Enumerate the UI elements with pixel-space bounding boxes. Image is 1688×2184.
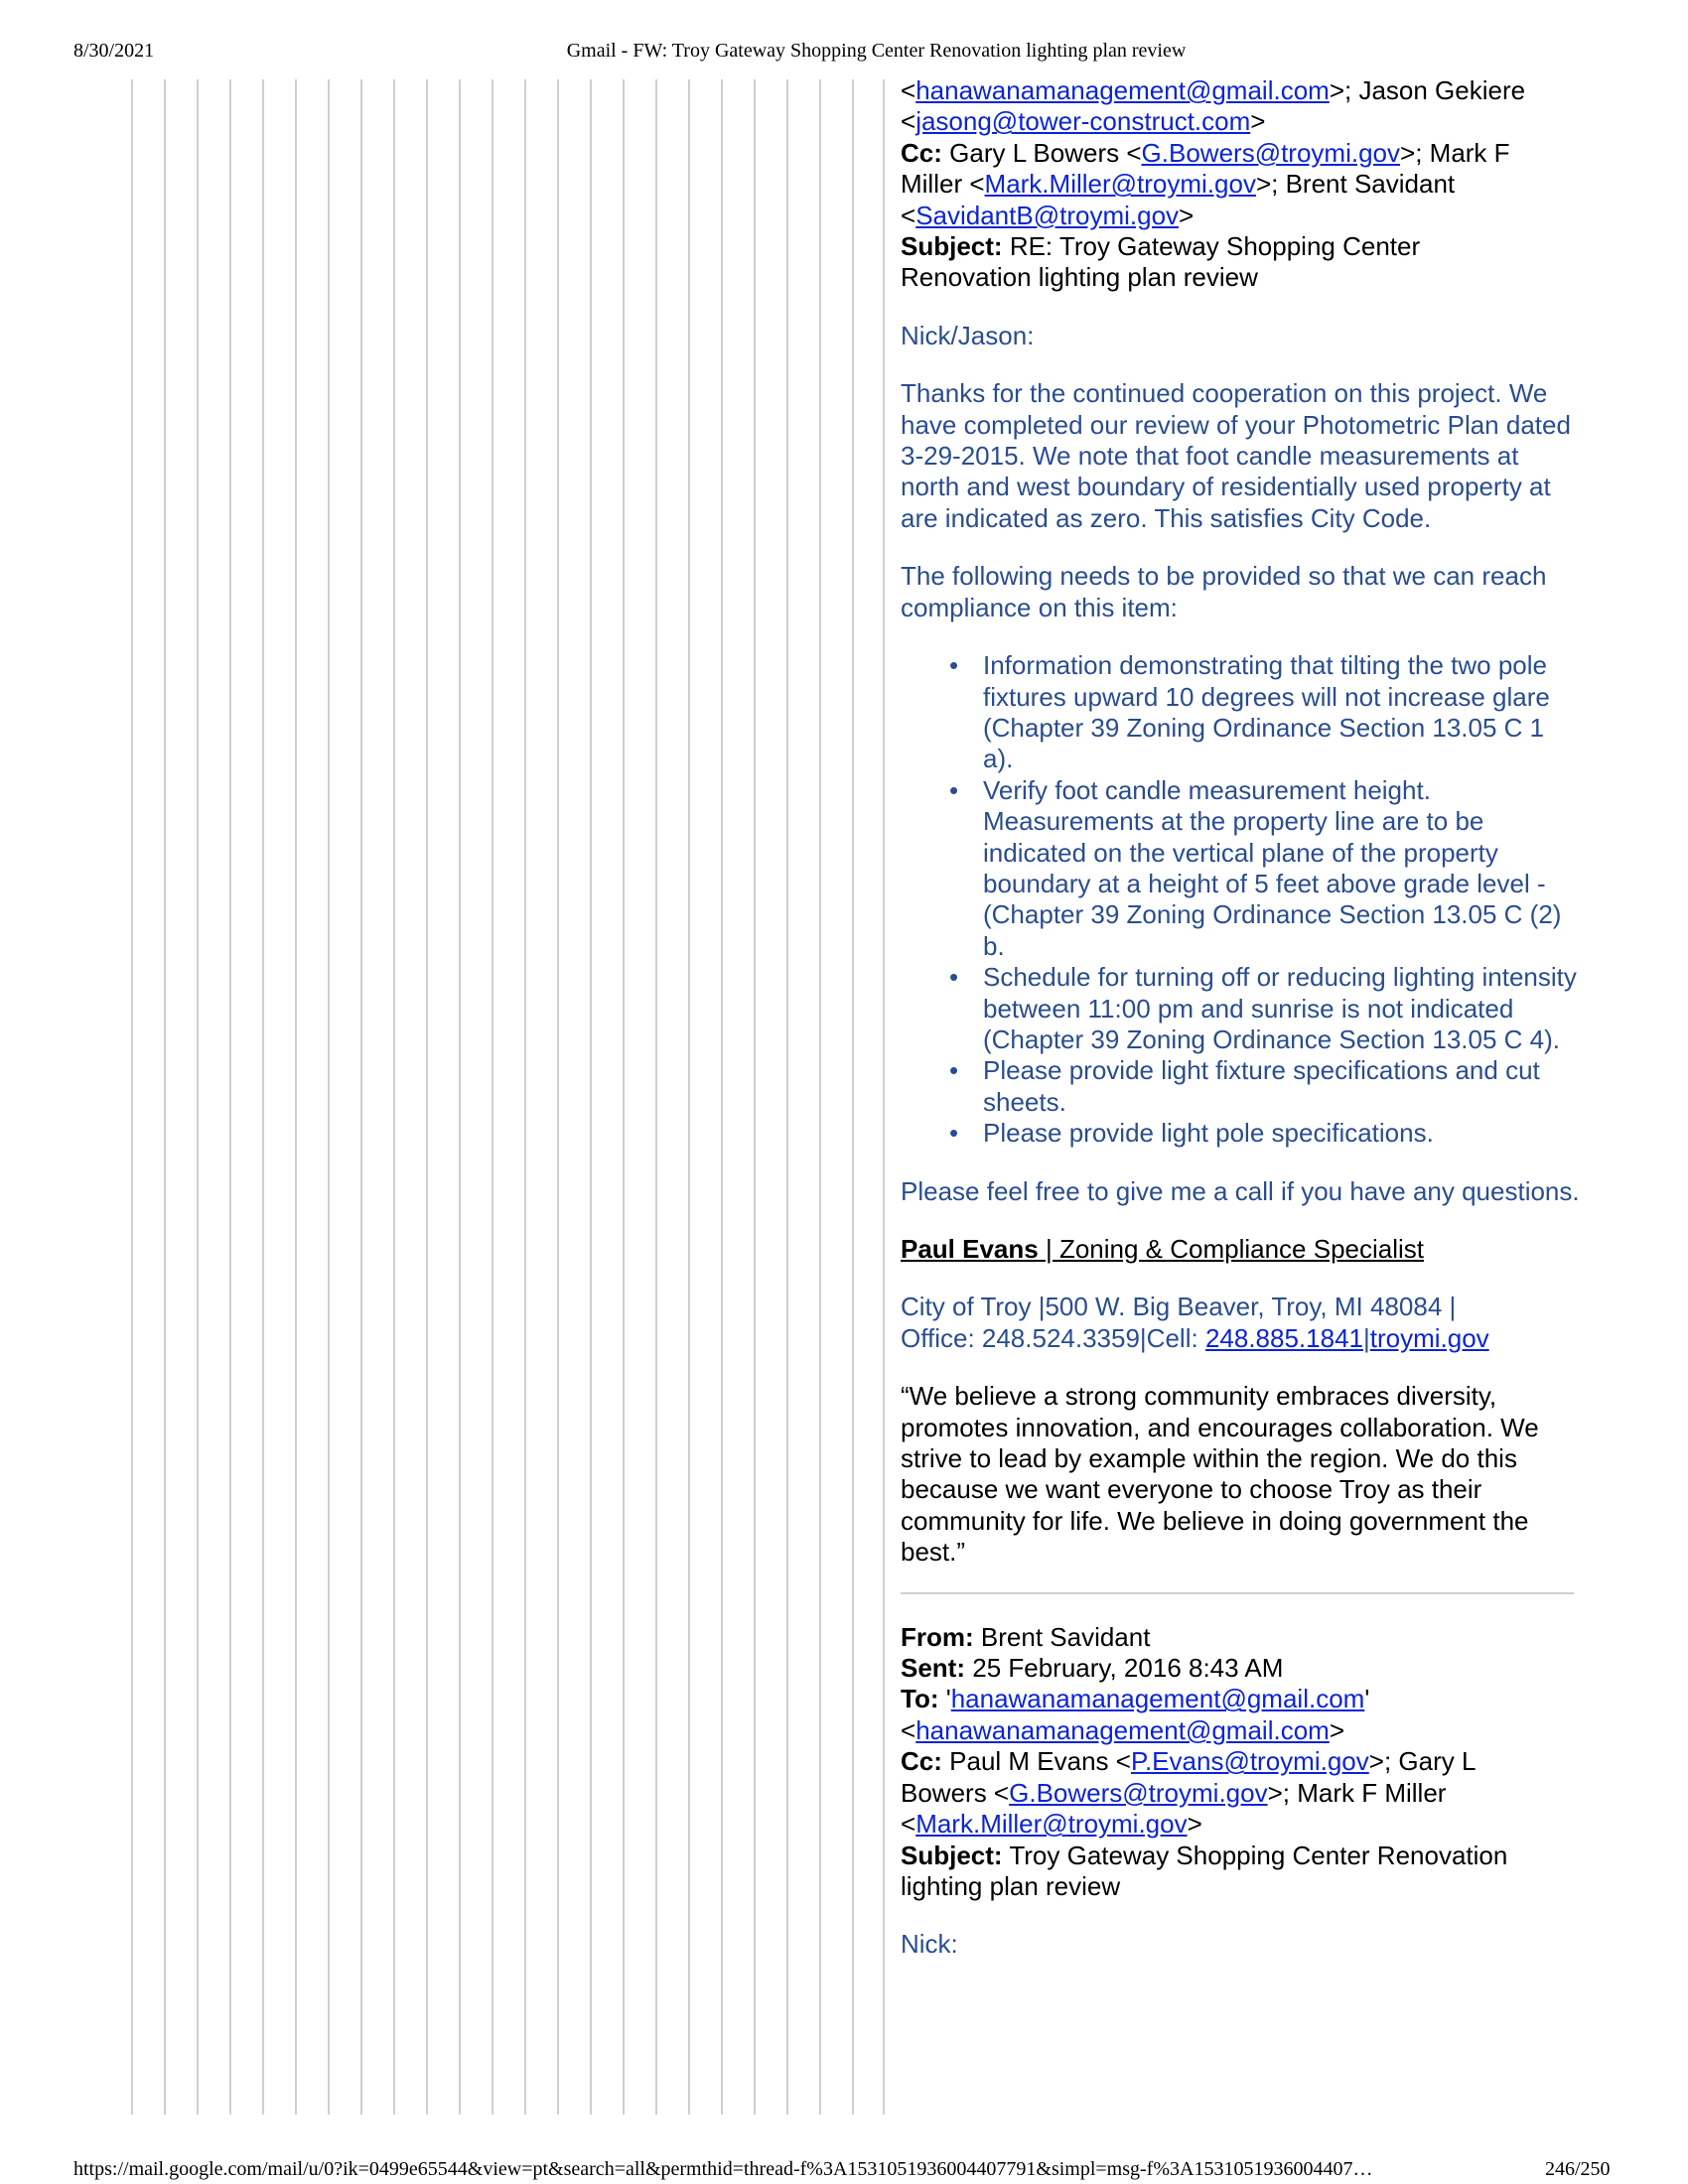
print-url: https://mail.google.com/mail/u/0?ik=0499e65544&view=pt&search=all&permthid=thread-f%3A1531051936004407791&simpl=msg-f%3A1531051936004407… [73,2158,1373,2180]
list-item: • Verify foot candle measurement height. Measurements at the property line are to be indicated on the vertical plane of the property boundary at a height of 5 feet above grade level - (Chapter 39 Zoning Ordinance Section 13.05 C (2) b. [983,775,1581,962]
to-name: Jason Gekiere [1358,75,1526,105]
sent-label: Sent: [901,1653,965,1684]
indent-rule [164,79,166,2115]
signature-phone: Office: 248.524.3359|Cell: [901,1322,1198,1353]
subject-line [901,1841,1581,1903]
signature-org [901,1292,1581,1354]
subject-line [901,231,1581,294]
requirements-list [901,650,1581,1150]
signature-name-line [901,1234,1581,1265]
cc-label: Cc: [901,1746,942,1777]
indent-rule [688,79,690,2115]
indent-rule [524,79,526,2115]
indent-rule [655,79,657,2115]
cc-name: Brent Savidant [1285,169,1456,200]
list-item: • Please provide light fixture specifications and cut sheets. [983,1055,1581,1118]
cc-name: Miller [901,169,963,200]
cc-name: Bowers [901,1777,987,1808]
message-divider [901,1592,1574,1594]
quote-indent-rules [0,79,894,2115]
from-name: Brent Savidant [980,1621,1151,1652]
indent-rule [459,79,461,2115]
indent-rule [328,79,330,2115]
email-body [901,75,1581,1961]
indent-rule [197,79,199,2115]
subject-text: Troy Gateway Shopping Center Renovation [1009,1840,1508,1870]
page-number: 246/250 [1545,2158,1611,2180]
subject-text: lighting plan review [901,1870,1121,1901]
indent-rule [819,79,821,2115]
body-paragraph: Thanks for the continued cooperation on this project. We have completed our review of your Photometric Plan dated 3-29-2015. We note that foot candle measurements at north and west boundary of residentially used property at are indicated as zero. This satisfies City Code. [901,378,1571,533]
subject-text: Renovation lighting plan review [901,262,1258,293]
cc-line: Cc: Paul M Evans <P.Evans@troymi.gov>; Gary L Bowers <G.Bowers@troymi.gov>; Mark F Miller <Mark.Miller@troymi.gov> [901,1746,1477,1840]
subject-label: Subject: [901,1840,1003,1870]
list-item: • Please provide light pole specifications. [983,1118,1581,1149]
indent-rule [393,79,395,2115]
to-continuation: <hanawanamanagement@gmail.com>; Jason Gekiere <jasong@tower-construct.com> [901,75,1526,137]
cc-label: Cc: [901,137,942,168]
signature-quote: “We believe a strong community embraces diversity, promotes innovation, and encourages collaboration. We strive to lead by example within the region. We do this because we want everyone to choose Troy as their community for life. We believe in doing government the best.” [901,1381,1539,1568]
subject-text: RE: Troy Gateway Shopping Center [1009,231,1421,262]
cc-name: Mark F [1429,137,1510,168]
indent-rule [229,79,231,2115]
to-line: To: 'hanawanamanagement@gmail.com' <hanawanamanagement@gmail.com> [901,1684,1370,1745]
indent-rule [262,79,264,2115]
cc-email-link[interactable]: P.Evans@troymi.gov [1130,1746,1369,1777]
sent-line [901,1653,1581,1684]
indent-rule [721,79,723,2115]
indent-rule [492,79,493,2115]
sent-date: 25 February, 2016 8:43 AM [972,1653,1284,1684]
indent-rule [754,79,756,2115]
separator: | [1362,1322,1370,1353]
indent-rule [852,79,854,2115]
from-label: From: [901,1621,974,1652]
greeting: Nick: [901,1929,958,1960]
closing-paragraph: Please feel free to give me a call if you have any questions. [901,1175,1580,1206]
indent-rule [590,79,592,2115]
cc-name: Mark F Miller [1297,1777,1447,1808]
cc-email-link[interactable]: G.Bowers@troymi.gov [1141,137,1401,168]
to-email-link[interactable]: jasong@tower-construct.com [915,106,1251,137]
to-email-link[interactable]: hanawanamanagement@gmail.com [915,75,1330,105]
to-email-link[interactable]: hanawanamanagement@gmail.com [915,1714,1330,1745]
indent-rule [360,79,362,2115]
cell-phone-link[interactable]: 248.885.1841 [1204,1322,1363,1353]
cc-email-link[interactable]: G.Bowers@troymi.gov [1009,1777,1268,1808]
signature-name: Paul Evans [901,1234,1039,1264]
subject-label: Subject: [901,231,1003,262]
indent-rule [623,79,625,2115]
list-item: • Schedule for turning off or reducing lighting intensity between 11:00 pm and sunrise is not indicated (Chapter 39 Zoning Ordinance Section 13.05 C 4). [983,962,1581,1055]
cc-line: Cc: Gary L Bowers <G.Bowers@troymi.gov>; Mark F Miller <Mark.Miller@troymi.gov>; Brent Savidant <SavidantB@troymi.gov> [901,137,1510,230]
signature-title: | Zoning & Compliance Specialist [1045,1234,1425,1264]
indent-rule [426,79,428,2115]
indent-rule [786,79,788,2115]
to-email-link[interactable]: hanawanamanagement@gmail.com [950,1684,1365,1714]
cc-email-link[interactable]: Mark.Miller@troymi.gov [984,169,1256,200]
indent-rule [131,79,133,2115]
indent-rule [295,79,297,2115]
cc-name: Gary L [1398,1746,1477,1777]
from-line [901,1622,1581,1653]
website-link[interactable]: troymi.gov [1369,1322,1489,1353]
print-date: 8/30/2021 [73,40,155,62]
indent-rule [883,79,885,2115]
indent-rule [557,79,559,2115]
cc-name: Gary L Bowers [949,137,1120,168]
print-title: Gmail - FW: Troy Gateway Shopping Center Renovation lighting plan review [566,40,1187,62]
cc-name: Paul M Evans [949,1746,1109,1777]
cc-email-link[interactable]: SavidantB@troymi.gov [915,200,1180,230]
body-paragraph: The following needs to be provided so that we can reach compliance on this item: [901,561,1547,622]
list-item: • Information demonstrating that tilting the two pole fixtures upward 10 degrees will not increase glare (Chapter 39 Zoning Ordinance Section 13.05 C 1 a). [983,650,1581,775]
greeting: Nick/Jason: [901,320,1035,350]
signature-address: City of Troy |500 W. Big Beaver, Troy, MI 48084 | [901,1292,1457,1322]
to-label: To: [901,1684,939,1714]
cc-email-link[interactable]: Mark.Miller@troymi.gov [915,1809,1188,1840]
